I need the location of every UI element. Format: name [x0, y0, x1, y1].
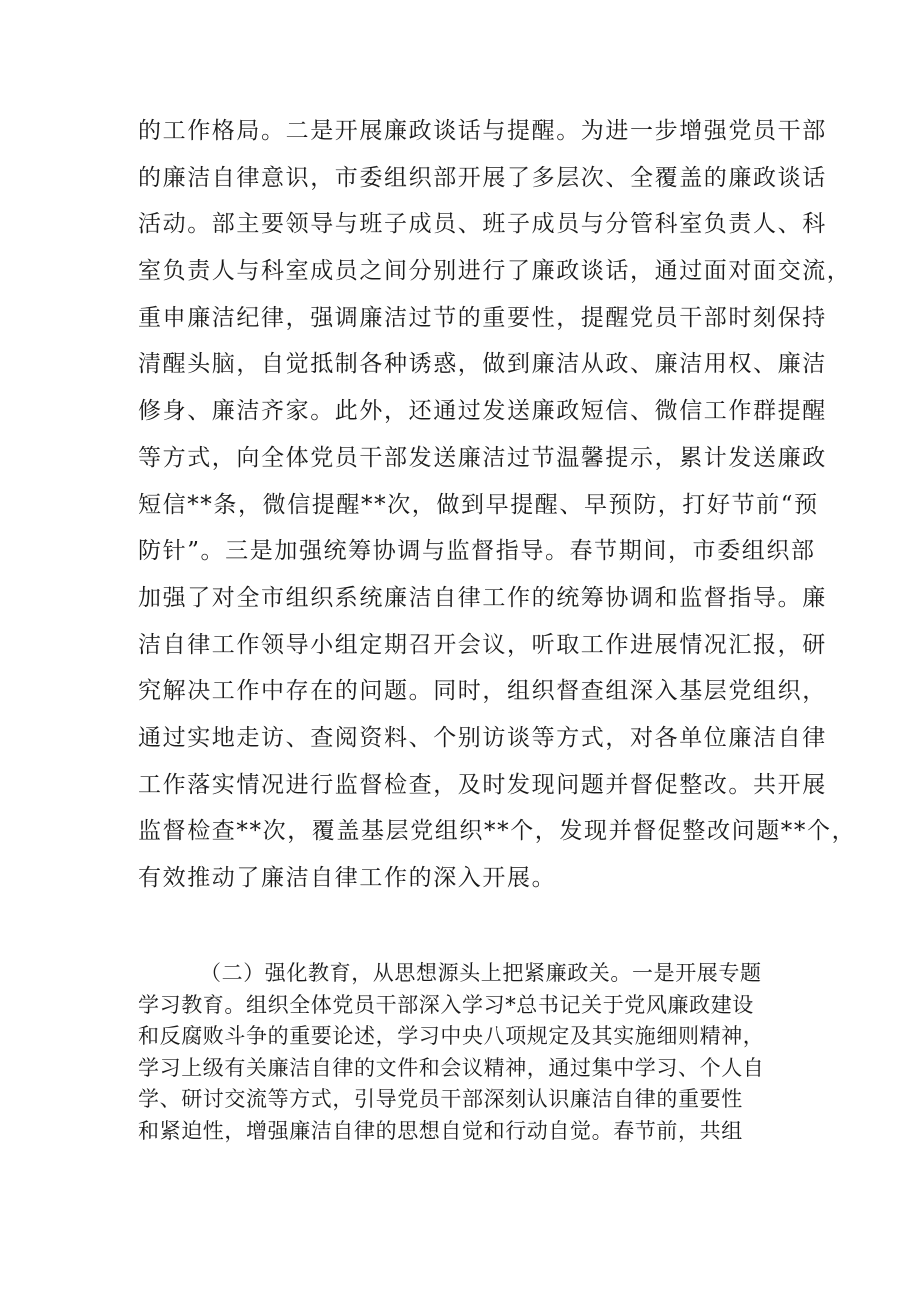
text-line: 加强了对全市组织系统廉洁自律工作的统筹协调和监督指导。廉	[138, 584, 827, 611]
text-line: 学习上级有关廉洁自律的文件和会议精神，通过集中学习、个人自	[138, 1055, 765, 1080]
text-line: 通过实地走访、查阅资料、个别访谈等方式，对各单位廉洁自律	[138, 724, 827, 751]
text-line: 监督检查**次，覆盖基层党组织**个，发现并督促整改问题**个，	[138, 818, 857, 845]
text-line: 和紧迫性，增强廉洁自律的思想自觉和行动自觉。春节前，共组	[138, 1118, 743, 1143]
text-line: 学习教育。组织全体党员干部深入学习*总书记关于党风廉政建设	[138, 992, 754, 1017]
text-line: 的工作格局。二是开展廉政谈话与提醒。为进一步增强党员干部	[138, 118, 827, 144]
text-line: 的廉洁自律意识，市委组织部开展了多层次、全覆盖的廉政谈话	[138, 164, 827, 191]
text-line: 修身、廉洁齐家。此外，还通过发送廉政短信、微信工作群提醒	[138, 398, 827, 425]
text-line: 工作落实情况进行监督检查，及时发现问题并督促整改。共开展	[138, 771, 827, 798]
text-line: 短信**条，微信提醒**次，做到早提醒、早预防，打好节前“预	[138, 491, 819, 518]
text-line: 重申廉洁纪律，强调廉洁过节的重要性，提醒党员干部时刻保持	[138, 304, 827, 331]
text-line: 活动。部主要领导与班子成员、班子成员与分管科室负责人、科	[138, 211, 827, 238]
text-line: 究解决工作中存在的问题。同时，组织督查组深入基层党组织，	[138, 678, 827, 705]
text-line: 有效推动了廉洁自律工作的深入开展。	[138, 865, 557, 891]
text-line: 学、研讨交流等方式，引导党员干部深刻认识廉洁自律的重要性	[138, 1087, 743, 1111]
paragraph-section-1	[138, 108, 857, 902]
text-line: 等方式，向全体党员干部发送廉洁过节温馨提示，累计发送廉政	[138, 444, 827, 471]
text-line: 洁自律工作领导小组定期召开会议，听取工作进展情况汇报，研	[138, 631, 827, 658]
text-line: 防针”。三是加强统筹协调与监督指导。春节期间，市委组织部	[138, 538, 816, 565]
section-heading-line: （二）强化教育，从思想源头上把紧廉政关。一是开展专题	[200, 961, 762, 985]
text-line: 和反腐败斗争的重要论述，学习中央八项规定及其实施细则精神，	[138, 1024, 765, 1048]
text-line: 室负责人与科室成员之间分别进行了廉政谈话，通过面对面交流，	[138, 258, 852, 285]
text-line: 清醒头脑，自觉抵制各种诱惑，做到廉洁从政、廉洁用权、廉洁	[138, 351, 827, 378]
paragraph-section-2	[138, 958, 818, 1147]
